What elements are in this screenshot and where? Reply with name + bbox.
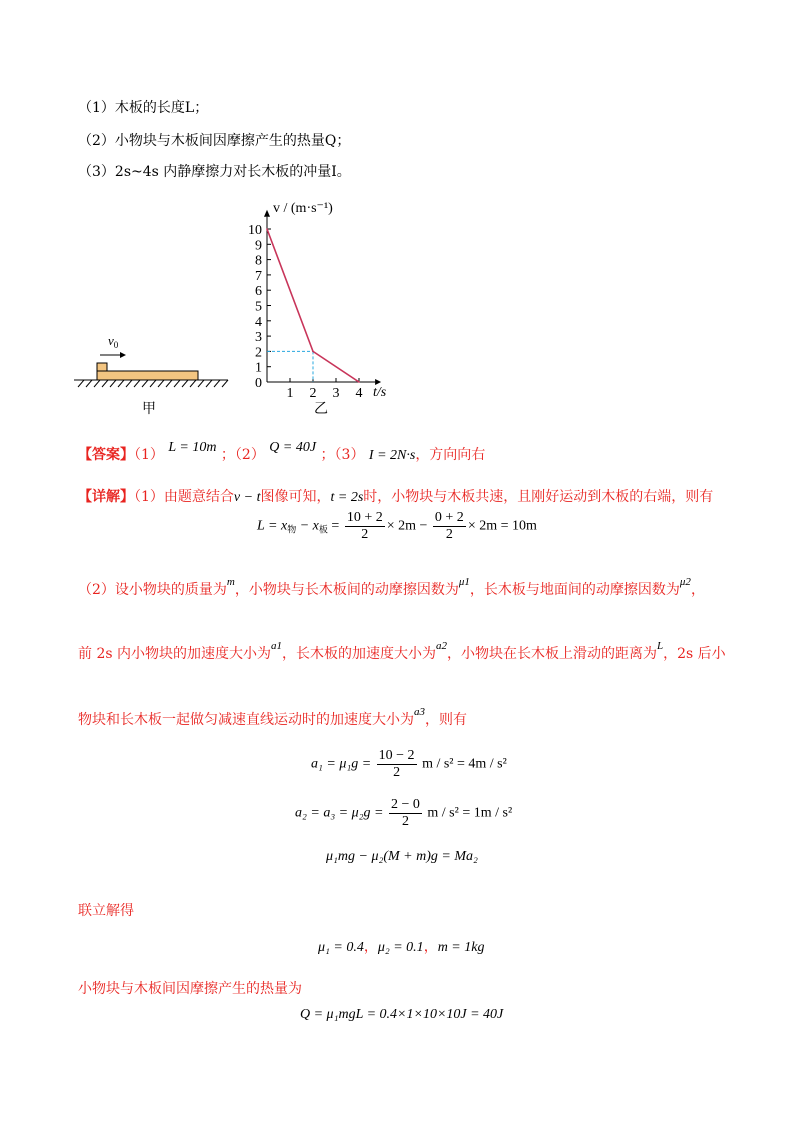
- eqL-sub2: 板: [318, 524, 328, 535]
- y-tick-label: 9: [255, 238, 262, 254]
- data-point: [312, 351, 314, 353]
- y-tick-label: 3: [255, 330, 262, 346]
- l2-d: ，2s 后小: [663, 646, 726, 662]
- sol-sep1: ，: [363, 940, 378, 955]
- var-m: m: [226, 576, 235, 588]
- l2-c: ，小物块在长木板上滑动的距离为: [447, 646, 657, 662]
- answer-eq3: I = 2N·s: [368, 448, 416, 463]
- y-tick-label: 4: [255, 314, 262, 330]
- small-block: [97, 363, 107, 371]
- question-3: （3）2s~4s 内静摩擦力对长木板的冲量I。: [78, 164, 351, 180]
- answer-eq2: Q = 40J: [269, 440, 317, 455]
- detail-t2: 图像可知，: [260, 489, 331, 505]
- l2-a: 前 2s 内小物块的加速度大小为: [78, 646, 271, 662]
- equation-L: $L = x_物 - x_板$ = $\frac{10 + 2}{2}$ × 2m − $\frac{0 + 2}{2}$ × 2m = 10m: [257, 510, 537, 542]
- p2-c: ，长木板与地面间的动摩擦因数为: [469, 582, 680, 598]
- equation-newton: μ₁mg − μ₂(M + m)g = Ma₂: [326, 849, 478, 864]
- data-point: [266, 228, 268, 230]
- x-tick-label: 3: [332, 386, 340, 400]
- var-mu2: μ2: [679, 576, 691, 588]
- equation-Q: Q = μ₁mgL = 0.4×1×10×10J = 40J: [300, 1007, 504, 1022]
- detail-line-2: [78, 576, 705, 599]
- sol-m: m = 1kg: [437, 940, 485, 955]
- answer-tail: ，方向向右: [415, 447, 486, 463]
- eqL-lhs: L = x: [257, 518, 288, 534]
- y-axis-arrow: [264, 210, 270, 217]
- joint-solve: 联立解得: [78, 903, 134, 919]
- long-board: [97, 371, 198, 380]
- detail-t1: （1）由题意结合: [134, 489, 234, 505]
- eqa2-den: 2: [401, 814, 409, 829]
- y-tick-label: 7: [255, 268, 262, 284]
- p2-b: ，小物块与长木板间的动摩擦因数为: [234, 582, 459, 598]
- question-2: （2）小物块与木板间因摩擦产生的热量Q；: [78, 133, 351, 149]
- eqL-sub1: 物: [287, 524, 297, 535]
- y-tick-label: 1: [255, 360, 262, 376]
- eqL-m2: × 2m = 10m: [467, 518, 537, 534]
- eqL-mid: − x: [296, 518, 319, 534]
- eqa1-num: 10 − 2: [378, 748, 415, 763]
- figure-label-jia: 甲: [142, 401, 156, 417]
- eqL-m1: × 2m −: [386, 518, 428, 534]
- eqa2-num: 2 − 0: [390, 797, 420, 812]
- y-tick-label: 8: [255, 253, 262, 269]
- var-L: L: [657, 640, 664, 652]
- eqa1-lhs: a₁ = μ₁g =: [311, 756, 372, 772]
- answer-p2: ；（2）: [220, 447, 265, 463]
- detail-line-4: [78, 706, 467, 729]
- eqa1-rhs: m / s² = 4m / s²: [422, 756, 507, 772]
- answer-p3: ；（3）: [320, 447, 365, 463]
- var-mu1: μ1: [458, 576, 470, 588]
- l3-b: ，则有: [425, 712, 467, 728]
- eqa2-lhs: a₂ = a₃ = μ₂g =: [295, 805, 384, 821]
- p2-d: ，: [690, 582, 705, 598]
- x-tick-label: 2: [309, 386, 317, 400]
- y-tick-label: 10: [248, 223, 262, 238]
- figure-label-yi: 乙: [314, 401, 328, 417]
- detail-line-3: [78, 640, 726, 663]
- answer-p1: （1）: [134, 447, 164, 463]
- sol-mu2: μ₂ = 0.1: [377, 940, 424, 955]
- l2-b: ，长木板的加速度大小为: [282, 646, 436, 662]
- eqL-f2-num: 0 + 2: [434, 510, 464, 525]
- sol-mu1: μ₁ = 0.4: [318, 940, 364, 955]
- var-a1: a1: [271, 640, 282, 652]
- x-axis-label: t/s: [373, 385, 387, 400]
- answer-line: [78, 440, 485, 464]
- sol-sep2: ，: [423, 940, 438, 955]
- var-a2: a2: [436, 640, 447, 652]
- y-tick-label: 0: [255, 376, 262, 391]
- detail-t3: 时，小物块与木板共速，且刚好运动到木板的右端，则有: [363, 489, 714, 505]
- detail-t-eq: t = 2s: [330, 490, 364, 505]
- x-tick-label: 1: [286, 386, 294, 400]
- eqL-f2-den: 2: [445, 527, 453, 542]
- eqa2-rhs: m / s² = 1m / s²: [427, 805, 513, 821]
- var-a3: a3: [414, 706, 425, 718]
- equation-a2: [295, 797, 512, 830]
- data-point: [358, 381, 360, 383]
- l3-a: 物块和长木板一起做匀减速直线运动时的加速度大小为: [78, 712, 414, 728]
- solution-line: [318, 936, 484, 956]
- vt-chart: [240, 190, 410, 400]
- v0-label: $v_0$: [108, 333, 119, 350]
- eqa1-den: 2: [393, 765, 401, 780]
- y-tick-label: 5: [255, 299, 262, 315]
- detail-vt: v − t: [233, 490, 261, 505]
- answer-label: 【答案】: [78, 447, 134, 463]
- heat-intro: 小物块与木板间因摩擦产生的热量为: [78, 981, 302, 997]
- equation-a1: [311, 748, 507, 781]
- detail-label: 【详解】: [78, 489, 134, 505]
- x-tick-label: 4: [355, 386, 363, 400]
- detail-line-1: [78, 486, 713, 506]
- p2-a: （2）设小物块的质量为: [78, 582, 227, 598]
- y-tick-label: 6: [255, 284, 262, 300]
- eqL-f1-num: 10 + 2: [346, 510, 383, 525]
- question-1: （1）木板的长度L；: [78, 100, 209, 116]
- y-axis-label: v / (m·s⁻¹): [273, 201, 333, 216]
- y-tick-label: 2: [255, 345, 262, 361]
- eqL-f1-den: 2: [361, 527, 369, 542]
- answer-eq1: L = 10m: [168, 440, 217, 455]
